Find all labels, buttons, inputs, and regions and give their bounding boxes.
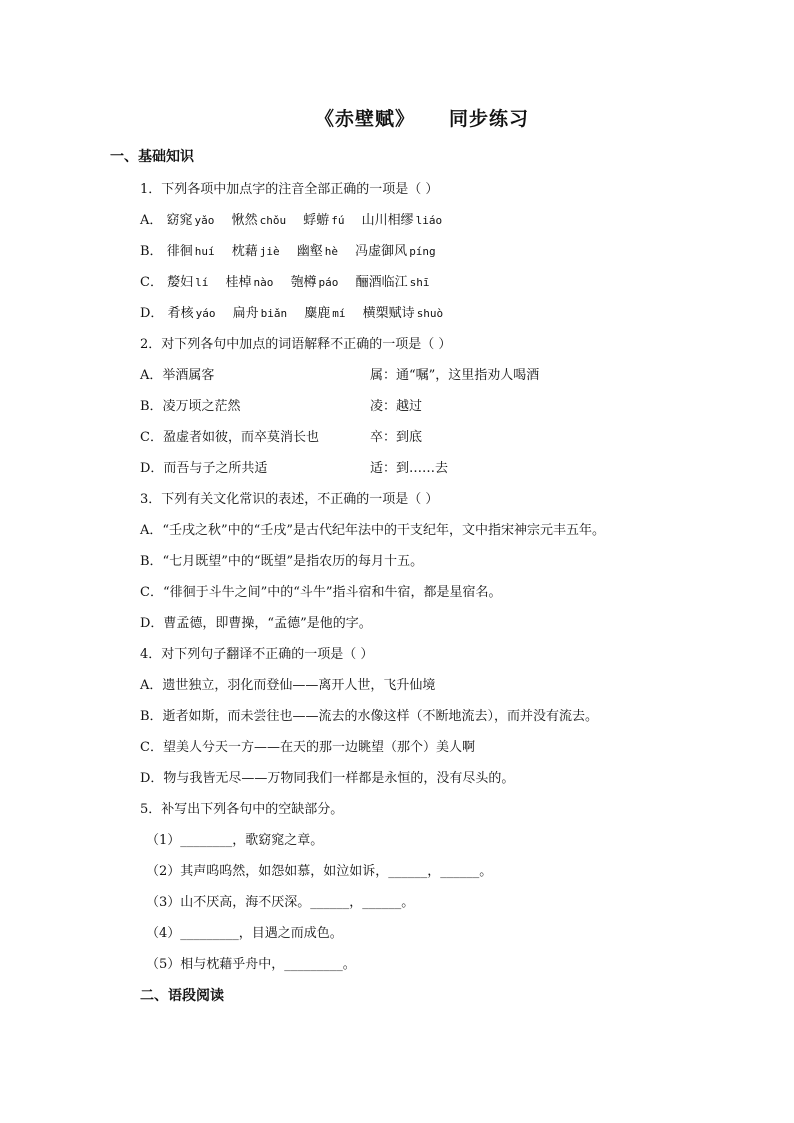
question-1-stem: 1．下列各项中加点字的注音全部正确的一项是（ ） bbox=[140, 182, 439, 197]
question-4-option-b: B．逝者如斯，而未尝往也——流去的水像这样（不断地流去），而并没有流去。 bbox=[140, 709, 599, 724]
question-3-option-b: B．“七月既望”中的“既望”是指农历的每月十五。 bbox=[140, 554, 424, 569]
question-5-item-2: （2）其声呜呜然，如怨如慕，如泣如诉，______，______。 bbox=[146, 864, 493, 879]
question-4-stem: 4．对下列句子翻译不正确的一项是（ ） bbox=[140, 647, 374, 662]
question-2-option-d: D．而吾与子之所共适 bbox=[140, 461, 268, 476]
question-5-item-4: （4）_________，目遇之而成色。 bbox=[146, 926, 343, 941]
title-main: 《赤壁赋》 bbox=[314, 108, 415, 130]
question-2-stem: 2．对下列各句中加点的词语解释不正确的一项是（ ） bbox=[140, 337, 452, 352]
question-2-option-a-explanation: 属：通“嘱”，这里指劝人喝酒 bbox=[370, 368, 540, 383]
question-5-item-5: （5）相与枕藉乎舟中，_________。 bbox=[146, 957, 356, 972]
question-5-stem: 5．补写出下列各句中的空缺部分。 bbox=[140, 802, 344, 817]
question-1-option-a: A． 窈窕 yǎo 愀然 chǒu 蜉蝣 fú 山川相缪 liáo bbox=[140, 213, 443, 228]
question-4-option-a: A．遗世独立，羽化而登仙——离开人世，飞升仙境 bbox=[140, 678, 436, 693]
question-1-option-b: B． 徘徊 huí 枕藉 jiè 幽壑 hè 冯虚御风 píng bbox=[140, 244, 436, 259]
page-title bbox=[0, 104, 794, 131]
section-heading-basics: 一、基础知识 bbox=[110, 149, 194, 165]
question-3-option-a: A．“壬戌之秋”中的“壬戌”是古代纪年法中的干支纪年，文中指宋神宗元丰五年。 bbox=[140, 523, 605, 538]
question-5-item-3: （3）山不厌高，海不厌深。______，______。 bbox=[146, 895, 415, 910]
title-sub: 同步练习 bbox=[449, 108, 530, 130]
question-2-option-b: B．凌万顷之茫然 bbox=[140, 399, 241, 414]
question-1-option-c: C． 嫠妇 lí 桂棹 nào 匏樽 páo 酾酒临江 shī bbox=[140, 275, 430, 290]
question-1-option-d: D． 肴核 yáo 扁舟 biǎn 麋鹿 mí 横槊赋诗 shuò bbox=[140, 306, 444, 321]
question-2-option-d-explanation: 适：到……去 bbox=[370, 461, 449, 476]
question-5-item-1: （1）________，歌窈窕之章。 bbox=[146, 833, 324, 848]
question-3-option-c: C．“徘徊于斗牛之间”中的“斗牛”指斗宿和牛宿，都是星宿名。 bbox=[140, 585, 502, 600]
question-4-option-d: D．物与我皆无尽——万物同我们一样都是永恒的，没有尽头的。 bbox=[140, 771, 515, 786]
question-3-stem: 3．下列有关文化常识的表述，不正确的一项是（ ） bbox=[140, 492, 439, 507]
question-2-option-b-explanation: 凌：越过 bbox=[370, 399, 423, 414]
question-2-option-c-explanation: 卒：到底 bbox=[370, 430, 423, 445]
question-2-option-c: C．盈虚者如彼，而卒莫消长也 bbox=[140, 430, 319, 445]
question-4-option-c: C．望美人兮天一方——在天的那一边眺望（那个）美人啊 bbox=[140, 740, 475, 755]
question-3-option-d: D．曹孟德，即曹操，“孟德”是他的字。 bbox=[140, 616, 372, 631]
question-2-option-a: A．举酒属客 bbox=[140, 368, 215, 383]
section-heading-reading: 二、语段阅读 bbox=[140, 988, 224, 1004]
